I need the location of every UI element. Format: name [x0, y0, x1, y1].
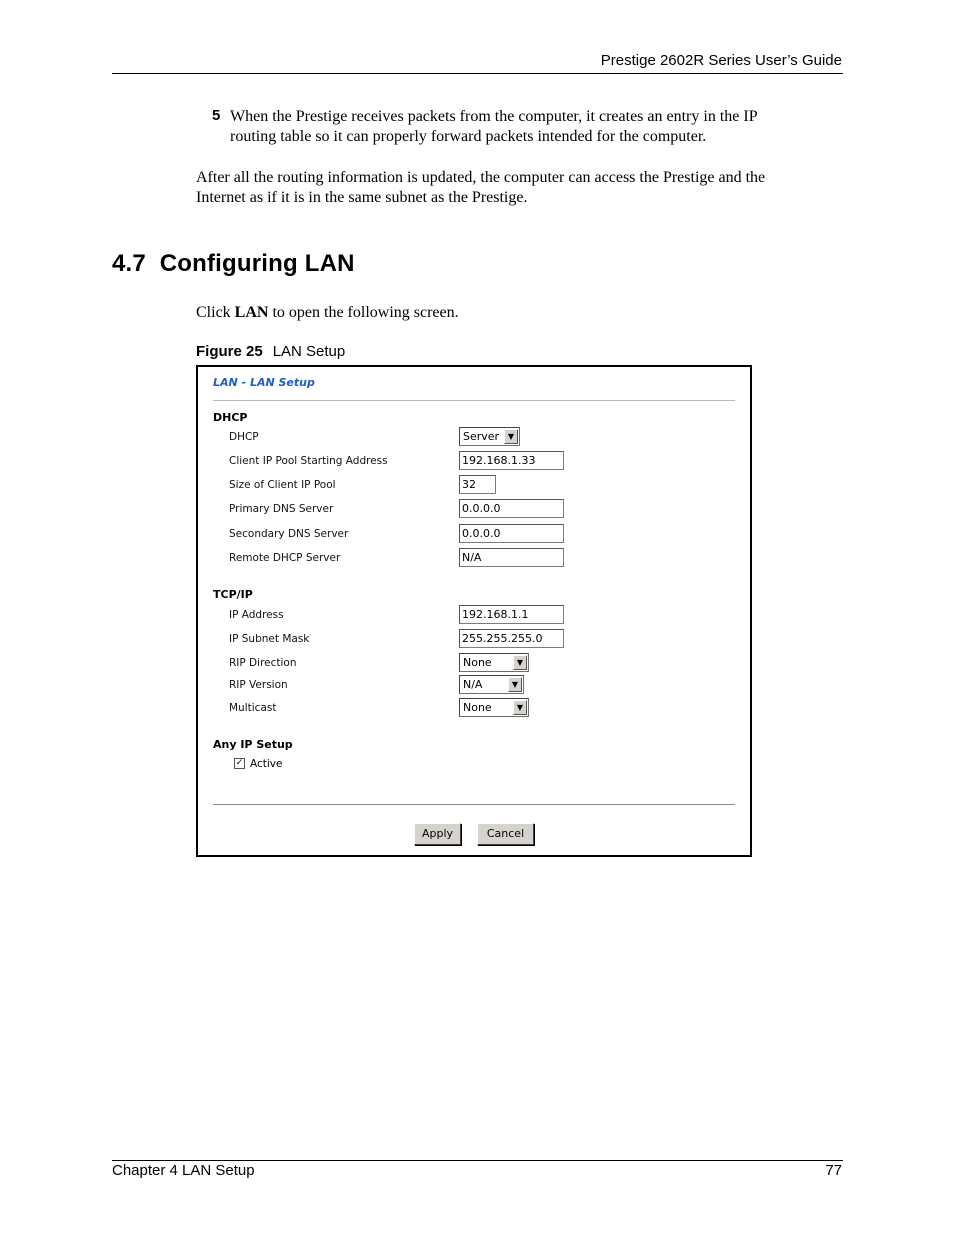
remote-dhcp-input[interactable]: N/A: [459, 548, 564, 567]
paragraph-line-1: After all the routing information is updated, the computer can access the Prestige and the: [196, 169, 766, 186]
pool-start-label: Client IP Pool Starting Address: [229, 455, 388, 467]
rip-version-value: N/A: [463, 678, 483, 691]
rip-version-label: RIP Version: [229, 679, 288, 691]
pool-size-label: Size of Client IP Pool: [229, 479, 336, 491]
section-title: 4.7 Configuring LAN: [112, 250, 355, 277]
running-header: Prestige 2602R Series User’s Guide: [600, 52, 842, 69]
active-label: Active: [250, 758, 283, 770]
ip-address-input[interactable]: 192.168.1.1: [459, 605, 564, 624]
ip-address-label: IP Address: [229, 609, 284, 621]
chevron-down-icon[interactable]: ▼: [513, 655, 527, 670]
cancel-button[interactable]: Cancel: [477, 823, 534, 845]
dhcp-label: DHCP: [229, 431, 259, 443]
header-rule: [112, 73, 843, 74]
multicast-label: Multicast: [229, 702, 277, 714]
screen-title: LAN - LAN Setup: [213, 376, 315, 389]
apply-button[interactable]: Apply: [414, 823, 461, 845]
chevron-down-icon[interactable]: ▼: [513, 700, 527, 715]
intro-before: Click: [196, 304, 235, 321]
subnet-mask-input[interactable]: 255.255.255.0: [459, 629, 564, 648]
secondary-dns-input[interactable]: 0.0.0.0: [459, 524, 564, 543]
intro-sentence: [196, 303, 459, 323]
any-ip-heading: Any IP Setup: [213, 738, 293, 751]
title-rule: [213, 400, 735, 401]
step-line-1: When the Prestige receives packets from the computer, it creates an entry in the IP: [230, 108, 758, 125]
secondary-dns-label: Secondary DNS Server: [229, 528, 349, 540]
dhcp-heading: DHCP: [213, 411, 248, 424]
paragraph-line-2: Internet as if it is in the same subnet as the Prestige.: [196, 189, 528, 206]
step-number: 5: [212, 107, 221, 124]
remote-dhcp-label: Remote DHCP Server: [229, 552, 341, 564]
chevron-down-icon[interactable]: ▼: [508, 677, 522, 692]
button-rule: [213, 804, 735, 805]
rip-direction-value: None: [463, 656, 492, 669]
checkmark-icon: ✓: [235, 758, 244, 768]
intro-bold: LAN: [234, 304, 269, 321]
rip-direction-label: RIP Direction: [229, 657, 297, 669]
multicast-value: None: [463, 701, 492, 714]
primary-dns-label: Primary DNS Server: [229, 503, 334, 515]
figure-caption: [196, 343, 345, 360]
step-text: [230, 107, 820, 147]
chevron-down-icon[interactable]: ▼: [504, 429, 518, 444]
dhcp-select-value: Server: [463, 430, 500, 443]
intro-after: to open the following screen.: [268, 304, 459, 321]
page-number: 77: [825, 1162, 842, 1179]
footer-chapter: Chapter 4 LAN Setup: [112, 1162, 255, 1179]
body-paragraph: [196, 168, 826, 208]
primary-dns-input[interactable]: 0.0.0.0: [459, 499, 564, 518]
subnet-mask-label: IP Subnet Mask: [229, 633, 310, 645]
active-checkbox[interactable]: [234, 758, 245, 769]
footer-rule: [112, 1160, 843, 1161]
dhcp-select[interactable]: [459, 427, 520, 446]
pool-size-input[interactable]: 32: [459, 475, 496, 494]
tcpip-heading: TCP/IP: [213, 588, 253, 601]
lan-setup-screen: [196, 365, 752, 857]
rip-version-select[interactable]: [459, 675, 524, 694]
rip-direction-select[interactable]: [459, 653, 529, 672]
multicast-select[interactable]: [459, 698, 529, 717]
step-line-2: routing table so it can properly forward packets intended for the computer.: [230, 128, 707, 145]
pool-start-input[interactable]: 192.168.1.33: [459, 451, 564, 470]
figure-label: Figure 25: [196, 343, 263, 360]
figure-caption-text: LAN Setup: [272, 343, 346, 360]
